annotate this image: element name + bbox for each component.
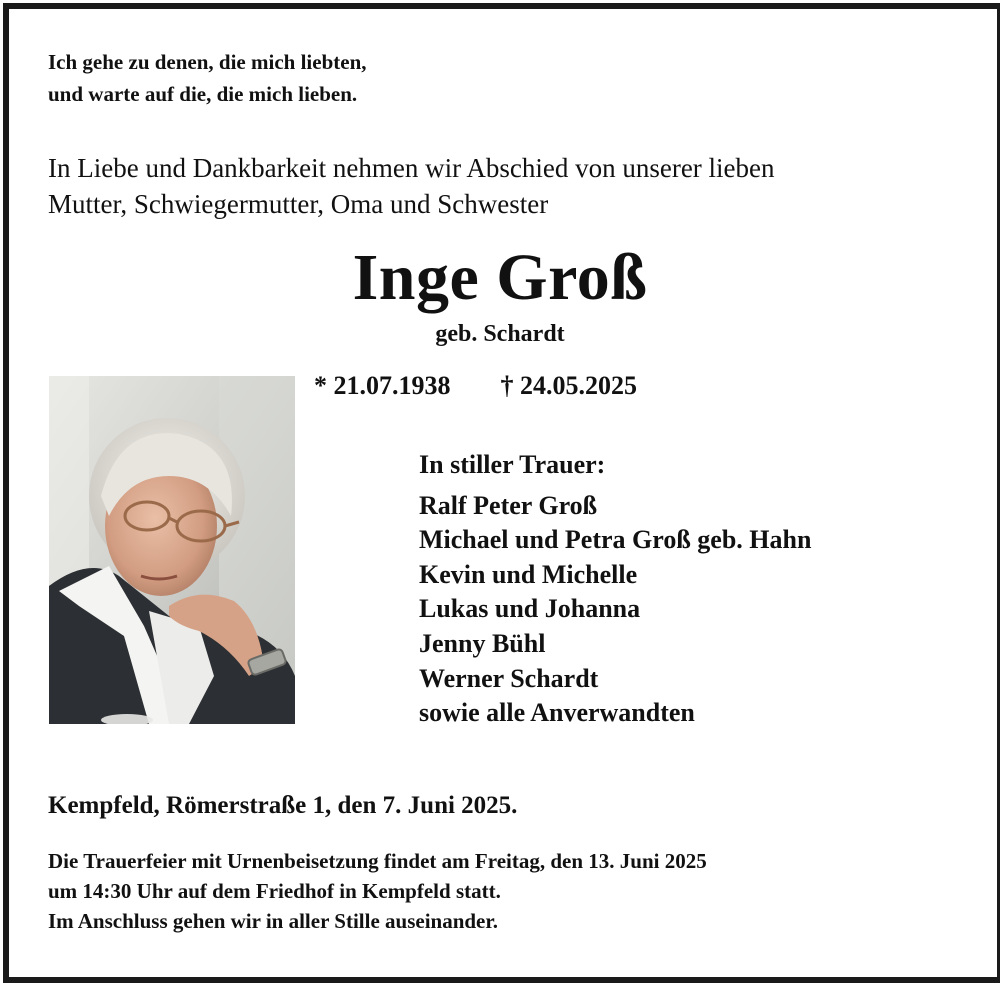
death-date: † 24.05.2025: [500, 371, 637, 400]
service-line-2: um 14:30 Uhr auf dem Friedhof in Kempfeld statt.: [48, 879, 501, 903]
motto-line-2: und warte auf die, die mich lieben.: [48, 82, 358, 106]
portrait-illustration: [49, 376, 295, 724]
mourner-name: sowie alle Anverwandten: [419, 698, 695, 728]
intro-text: [48, 150, 775, 222]
motto-verse: [48, 46, 367, 110]
birth-date: * 21.07.1938: [314, 371, 451, 400]
deceased-name: Inge Groß: [352, 241, 648, 314]
mourner-name: Jenny Bühl: [419, 628, 546, 658]
motto-line-1: Ich gehe zu denen, die mich liebten,: [48, 50, 367, 74]
place-and-date: Kempfeld, Römerstraße 1, den 7. Juni 2025.: [48, 792, 518, 819]
mourners-heading: In stiller Trauer:: [419, 450, 606, 479]
intro-line-2: Mutter, Schwiegermutter, Oma und Schwester: [48, 189, 549, 219]
life-dates: [314, 368, 637, 404]
intro-line-1: In Liebe und Dankbarkeit nehmen wir Abschied von unserer lieben: [48, 153, 775, 183]
mourner-name: Ralf Peter Groß: [419, 490, 598, 520]
mourner-name: Lukas und Johanna: [419, 594, 641, 624]
service-line-3: Im Anschluss gehen wir in aller Stille auseinander.: [48, 909, 499, 933]
mourners-list: [419, 448, 811, 731]
funeral-service-info: [48, 846, 707, 936]
mourner-name: Werner Schardt: [419, 663, 599, 693]
mourner-name: Kevin und Michelle: [419, 559, 638, 589]
service-line-1: Die Trauerfeier mit Urnenbeisetzung findet am Freitag, den 13. Juni 2025: [48, 849, 707, 873]
deceased-birth-name: geb. Schardt: [435, 321, 565, 347]
portrait-photo: [49, 376, 295, 724]
mourner-name: Michael und Petra Groß geb. Hahn: [419, 525, 812, 555]
